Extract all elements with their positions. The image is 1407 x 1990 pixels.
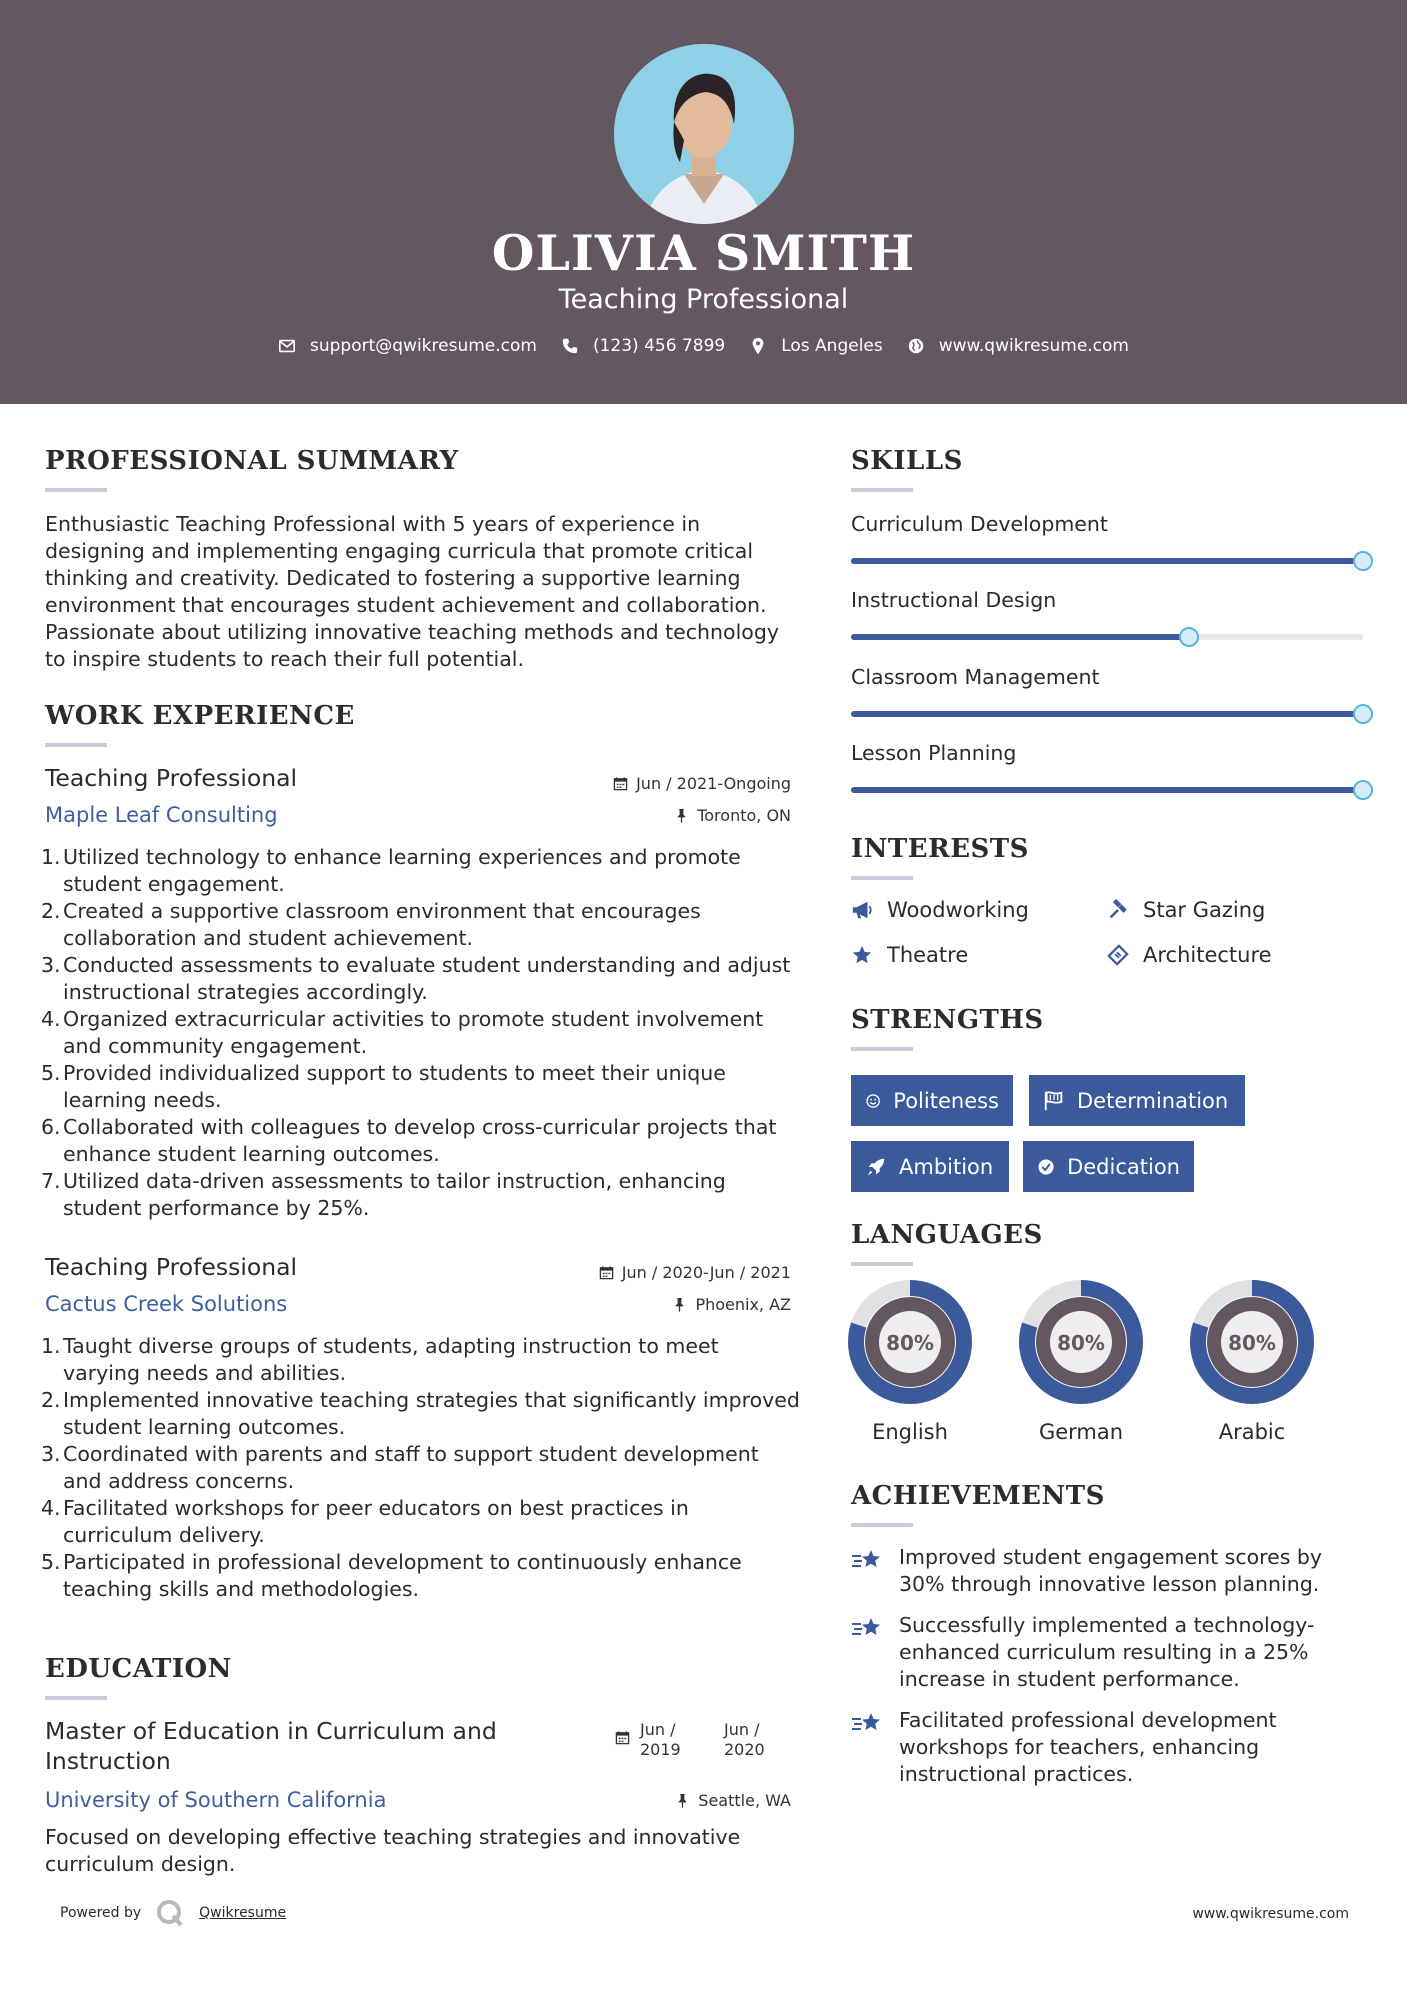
skill-bar-fill [851, 711, 1363, 717]
strength-label: Ambition [899, 1154, 994, 1179]
contact-phone[interactable] [561, 336, 725, 356]
list-item: 1. Utilized technology to enhance learning experiences and promote student engagement. [41, 845, 741, 896]
skill-bar [851, 787, 1363, 793]
list-item: 7. Utilized data-driven assessments to tailor instruction, enhancing student performance by 25%. [41, 1169, 726, 1220]
envelope-icon [278, 337, 296, 355]
footer-powered-by [60, 1898, 286, 1928]
list-item: 3. Conducted assessments to evaluate student understanding and adjust instructional strategies accordingly. [41, 953, 791, 1004]
strength-label: Dedication [1067, 1154, 1180, 1179]
interest-item [1107, 898, 1265, 922]
skill-bar [851, 558, 1363, 564]
language-name: German [1038, 1420, 1124, 1444]
shooting-star-icon [851, 1546, 885, 1576]
strength-badge [1029, 1075, 1245, 1126]
pushpin-icon [674, 808, 689, 823]
list-item: 5. Provided individualized support to students to meet their unique learning needs. [41, 1061, 726, 1112]
skill-name: Instructional Design [851, 588, 1057, 612]
achievement-item [851, 1707, 1351, 1788]
interests-divider [851, 876, 913, 880]
skill-bar-fill [851, 787, 1363, 793]
degree-title: Master of Education in Curriculum and Instruction [45, 1717, 497, 1775]
job-title: Teaching Professional [45, 1253, 298, 1281]
strength-badge [851, 1141, 1009, 1192]
calendar-icon [615, 1730, 630, 1745]
interest-item [851, 943, 968, 967]
skill-name: Lesson Planning [851, 741, 1017, 765]
achievement-item [851, 1612, 1351, 1693]
list-item: 2. Created a supportive classroom environment that encourages collaboration and student achievement. [41, 899, 701, 950]
candidate-title: Teaching Professional [558, 284, 849, 315]
pushpin-icon [675, 1793, 690, 1808]
footer-website[interactable]: www.qwikresume.com [1192, 1906, 1349, 1922]
skills-divider [851, 488, 913, 492]
strength-badge [1023, 1141, 1194, 1192]
interest-item [851, 898, 1029, 922]
education-date [615, 1720, 791, 1760]
interest-label: Woodworking [887, 898, 1029, 922]
skill-bar-knob [1353, 780, 1373, 800]
education-date-end: Jun / 2020 [724, 1720, 765, 1759]
list-item: 5. Participated in professional development to continuously enhance teaching skills and methodologies. [41, 1550, 742, 1601]
skill-bar [851, 711, 1363, 717]
job-date [613, 774, 791, 793]
language-percent: 80% [886, 1331, 934, 1355]
interest-item [1107, 943, 1272, 967]
gavel-icon [1107, 899, 1129, 921]
skill-bar-fill [851, 558, 1363, 564]
job-location-text: Toronto, ON [697, 806, 791, 825]
summary-divider [45, 488, 107, 492]
skill-bar-knob [1353, 704, 1373, 724]
achievement-item [851, 1544, 1351, 1598]
megaphone-icon [851, 899, 873, 921]
job-title: Teaching Professional [45, 764, 298, 792]
interest-label: Architecture [1143, 943, 1272, 967]
avatar [614, 44, 794, 224]
contact-email[interactable] [278, 336, 537, 356]
contact-location [749, 336, 883, 356]
summary-text: Enthusiastic Teaching Professional with 5 years of experience in designing and implementing engaging curricula that promote critical thinking and creativity. Dedicated to fostering a supportive learning environment that encourages student achievement and collaboration. Passionate about utilizing innovative teaching methods and technology to inspire students to reach their full potential. [45, 512, 779, 671]
job-duties-list [41, 844, 800, 1222]
job-date [599, 1263, 791, 1282]
company-name[interactable]: Cactus Creek Solutions [45, 1292, 288, 1316]
brand-link[interactable]: Qwikresume [199, 1905, 287, 1921]
powered-by-text: Powered by [60, 1905, 142, 1921]
achievement-text: Improved student engagement scores by 30% through innovative lesson planning. [899, 1545, 1323, 1596]
candidate-name: OLIVIA SMITH [491, 224, 916, 282]
contact-bar [0, 336, 1407, 356]
strength-label: Politeness [893, 1088, 999, 1113]
skill-bar-knob [1353, 551, 1373, 571]
strengths-heading: STRENGTHS [851, 1005, 1044, 1035]
interest-label: Star Gazing [1143, 898, 1266, 922]
star-icon [851, 944, 873, 966]
calendar-icon [599, 1265, 614, 1280]
phone-icon [561, 337, 579, 355]
flag-icon [1043, 1090, 1065, 1112]
smile-icon [865, 1090, 881, 1112]
education-date-start: Jun / 2019 [640, 1720, 681, 1759]
education-divider [45, 1696, 107, 1700]
company-name[interactable]: Maple Leaf Consulting [45, 803, 278, 827]
skill-name: Classroom Management [851, 665, 1100, 689]
achievements-heading: ACHIEVEMENTS [851, 1481, 1105, 1511]
shooting-star-icon [851, 1614, 885, 1644]
language-percent: 80% [1057, 1331, 1105, 1355]
language-item [1019, 1280, 1143, 1444]
education-description: Focused on developing effective teaching strategies and innovative curriculum design. [45, 1825, 741, 1876]
summary-heading: PROFESSIONAL SUMMARY [45, 446, 459, 476]
skill-bar-knob [1179, 627, 1199, 647]
job-duties-list [41, 1333, 800, 1603]
job-date-text: Jun / 2020-Jun / 2021 [621, 1263, 791, 1282]
skills-heading: SKILLS [851, 446, 963, 476]
achievements-divider [851, 1523, 913, 1527]
profile-photo [614, 44, 794, 224]
experience-heading: WORK EXPERIENCE [45, 701, 355, 731]
resume-header [0, 0, 1407, 404]
globe-icon [907, 337, 925, 355]
list-item: 6. Collaborated with colleagues to develop cross-curricular projects that enhance student learning outcomes. [41, 1115, 777, 1166]
list-item: 2. Implemented innovative teaching strategies that significantly improved student learning outcomes. [41, 1388, 800, 1439]
interest-label: Theatre [887, 943, 969, 967]
skill-bar-fill [851, 634, 1189, 640]
job-location [672, 1295, 791, 1314]
school-name[interactable]: University of Southern California [45, 1788, 387, 1812]
job-date-text: Jun / 2021-Ongoing [636, 774, 791, 793]
experience-divider [45, 743, 107, 747]
calendar-icon [613, 776, 628, 791]
job-location [674, 806, 791, 825]
contact-email-text: support@qwikresume.com [310, 336, 537, 356]
language-item [1190, 1280, 1314, 1444]
qwikresume-logo-icon [155, 1898, 185, 1928]
list-item: 1. Taught diverse groups of students, adapting instruction to meet varying needs and abilities. [41, 1334, 719, 1385]
language-name: Arabic [1218, 1420, 1286, 1444]
achievement-text: Successfully implemented a technology-enhanced curriculum resulting in a 25% increase in student performance. [899, 1613, 1315, 1691]
education-heading: EDUCATION [45, 1654, 232, 1684]
contact-location-text: Los Angeles [781, 336, 883, 356]
education-location-text: Seattle, WA [698, 1791, 791, 1810]
language-ring [1019, 1280, 1143, 1404]
language-name: English [872, 1420, 948, 1444]
strength-badge [851, 1075, 1013, 1126]
contact-website[interactable] [907, 336, 1129, 356]
list-item: 4. Facilitated workshops for peer educators on best practices in curriculum delivery. [41, 1496, 689, 1547]
check-circle-icon [1037, 1156, 1055, 1178]
contact-website-text: www.qwikresume.com [938, 336, 1129, 356]
list-item: 3. Coordinated with parents and staff to support student development and address concerns. [41, 1442, 759, 1493]
language-ring [848, 1280, 972, 1404]
interests-heading: INTERESTS [851, 834, 1029, 864]
strength-label: Determination [1077, 1088, 1229, 1113]
tag-icon [1107, 944, 1129, 966]
rocket-icon [865, 1156, 887, 1178]
skill-name: Curriculum Development [851, 512, 1108, 536]
list-item: 4. Organized extracurricular activities to promote student involvement and community engagement. [41, 1007, 764, 1058]
strengths-divider [851, 1047, 913, 1051]
languages-divider [851, 1262, 913, 1266]
shooting-star-icon [851, 1709, 885, 1739]
job-location-text: Phoenix, AZ [695, 1295, 791, 1314]
education-location [675, 1791, 791, 1810]
language-ring [1190, 1280, 1314, 1404]
pushpin-icon [672, 1297, 687, 1312]
languages-heading: LANGUAGES [851, 1220, 1043, 1250]
language-percent: 80% [1228, 1331, 1276, 1355]
map-pin-icon [749, 337, 767, 355]
achievement-text: Facilitated professional development workshops for teachers, enhancing instructional practices. [899, 1708, 1277, 1786]
contact-phone-text: (123) 456 7899 [592, 336, 726, 356]
language-item [848, 1280, 972, 1444]
skill-bar [851, 634, 1363, 640]
